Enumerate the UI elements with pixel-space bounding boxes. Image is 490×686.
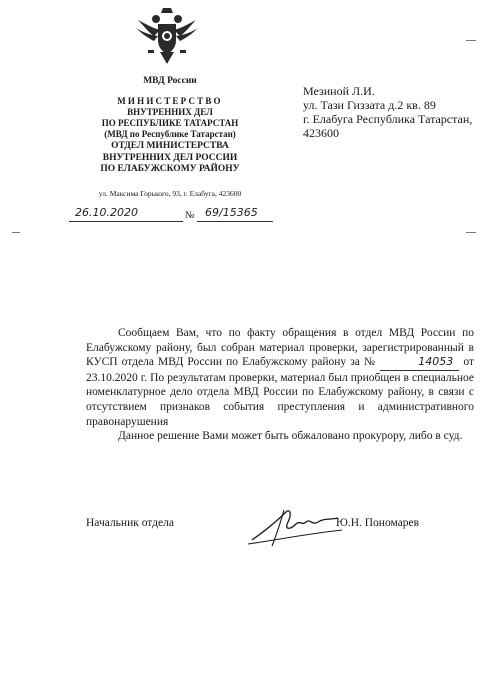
body-paragraph: Данное решение Вами может быть обжаловано прокурору, либо в суд.: [118, 430, 463, 443]
outgoing-date: 26.10.2020: [75, 206, 138, 219]
signatory-title: Начальник отдела: [86, 517, 174, 529]
recipient-name: Мезиной Л.И.: [303, 84, 375, 98]
department-line: ОТДЕЛ МИНИСТЕРСТВА: [111, 141, 229, 151]
signatory-name: Ю.Н. Пономарев: [336, 517, 420, 529]
kusp-number: 14053: [380, 355, 459, 371]
department-block: [60, 141, 280, 176]
body-paragraph: [86, 326, 474, 429]
scan-mark: [466, 40, 476, 41]
number-sign: №: [185, 210, 195, 221]
ministry-line: ПО РЕСПУБЛИКЕ ТАТАРСТАН: [101, 118, 239, 128]
ministry-line: МИНИСТЕРСТВО: [117, 96, 223, 106]
outgoing-reference: [55, 206, 275, 224]
ministry-line: (МВД по Республике Татарстан): [104, 129, 236, 139]
body-text: от 23.10.2020 г. По результатам проверки, материал был приобщен в специальное номенклатурное дело отдела МВД России по Елабужскому району, в связи с отсутствием признаков события преступления и административного правонарушения: [86, 356, 475, 428]
letter-body: [86, 326, 474, 444]
handwritten-signature: [246, 500, 346, 550]
recipient-block: [303, 84, 488, 140]
scan-mark: [12, 232, 20, 233]
double-headed-eagle-emblem: [134, 6, 200, 70]
recipient-street: ул. Тази Гиззата д.2 кв. 89: [303, 98, 436, 112]
recipient-postcode: 423600: [303, 126, 339, 140]
outgoing-number: 69/15365: [205, 206, 258, 219]
body-text: Сообщаем Вам, что по факту обращения в отдел МВД России по Елабужскому району, был собран материал проверки, зарегистрированный в КУСП отдела МВД России по Елабужскому району за №: [86, 327, 474, 369]
department-address: ул. Максима Горького, 93, г. Елабуга, 423600: [98, 189, 242, 198]
recipient-city: г. Елабуга Республика Татарстан,: [303, 112, 473, 126]
ministry-block: [60, 96, 280, 140]
department-line: ПО ЕЛАБУЖСКОМУ РАЙОНУ: [100, 164, 240, 174]
ministry-line: ВНУТРЕННИХ ДЕЛ: [127, 107, 213, 117]
department-line: ВНУТРЕННИХ ДЕЛ РОССИИ: [102, 152, 238, 163]
scan-mark: [466, 232, 476, 233]
org-short-name: МВД России: [143, 76, 197, 86]
